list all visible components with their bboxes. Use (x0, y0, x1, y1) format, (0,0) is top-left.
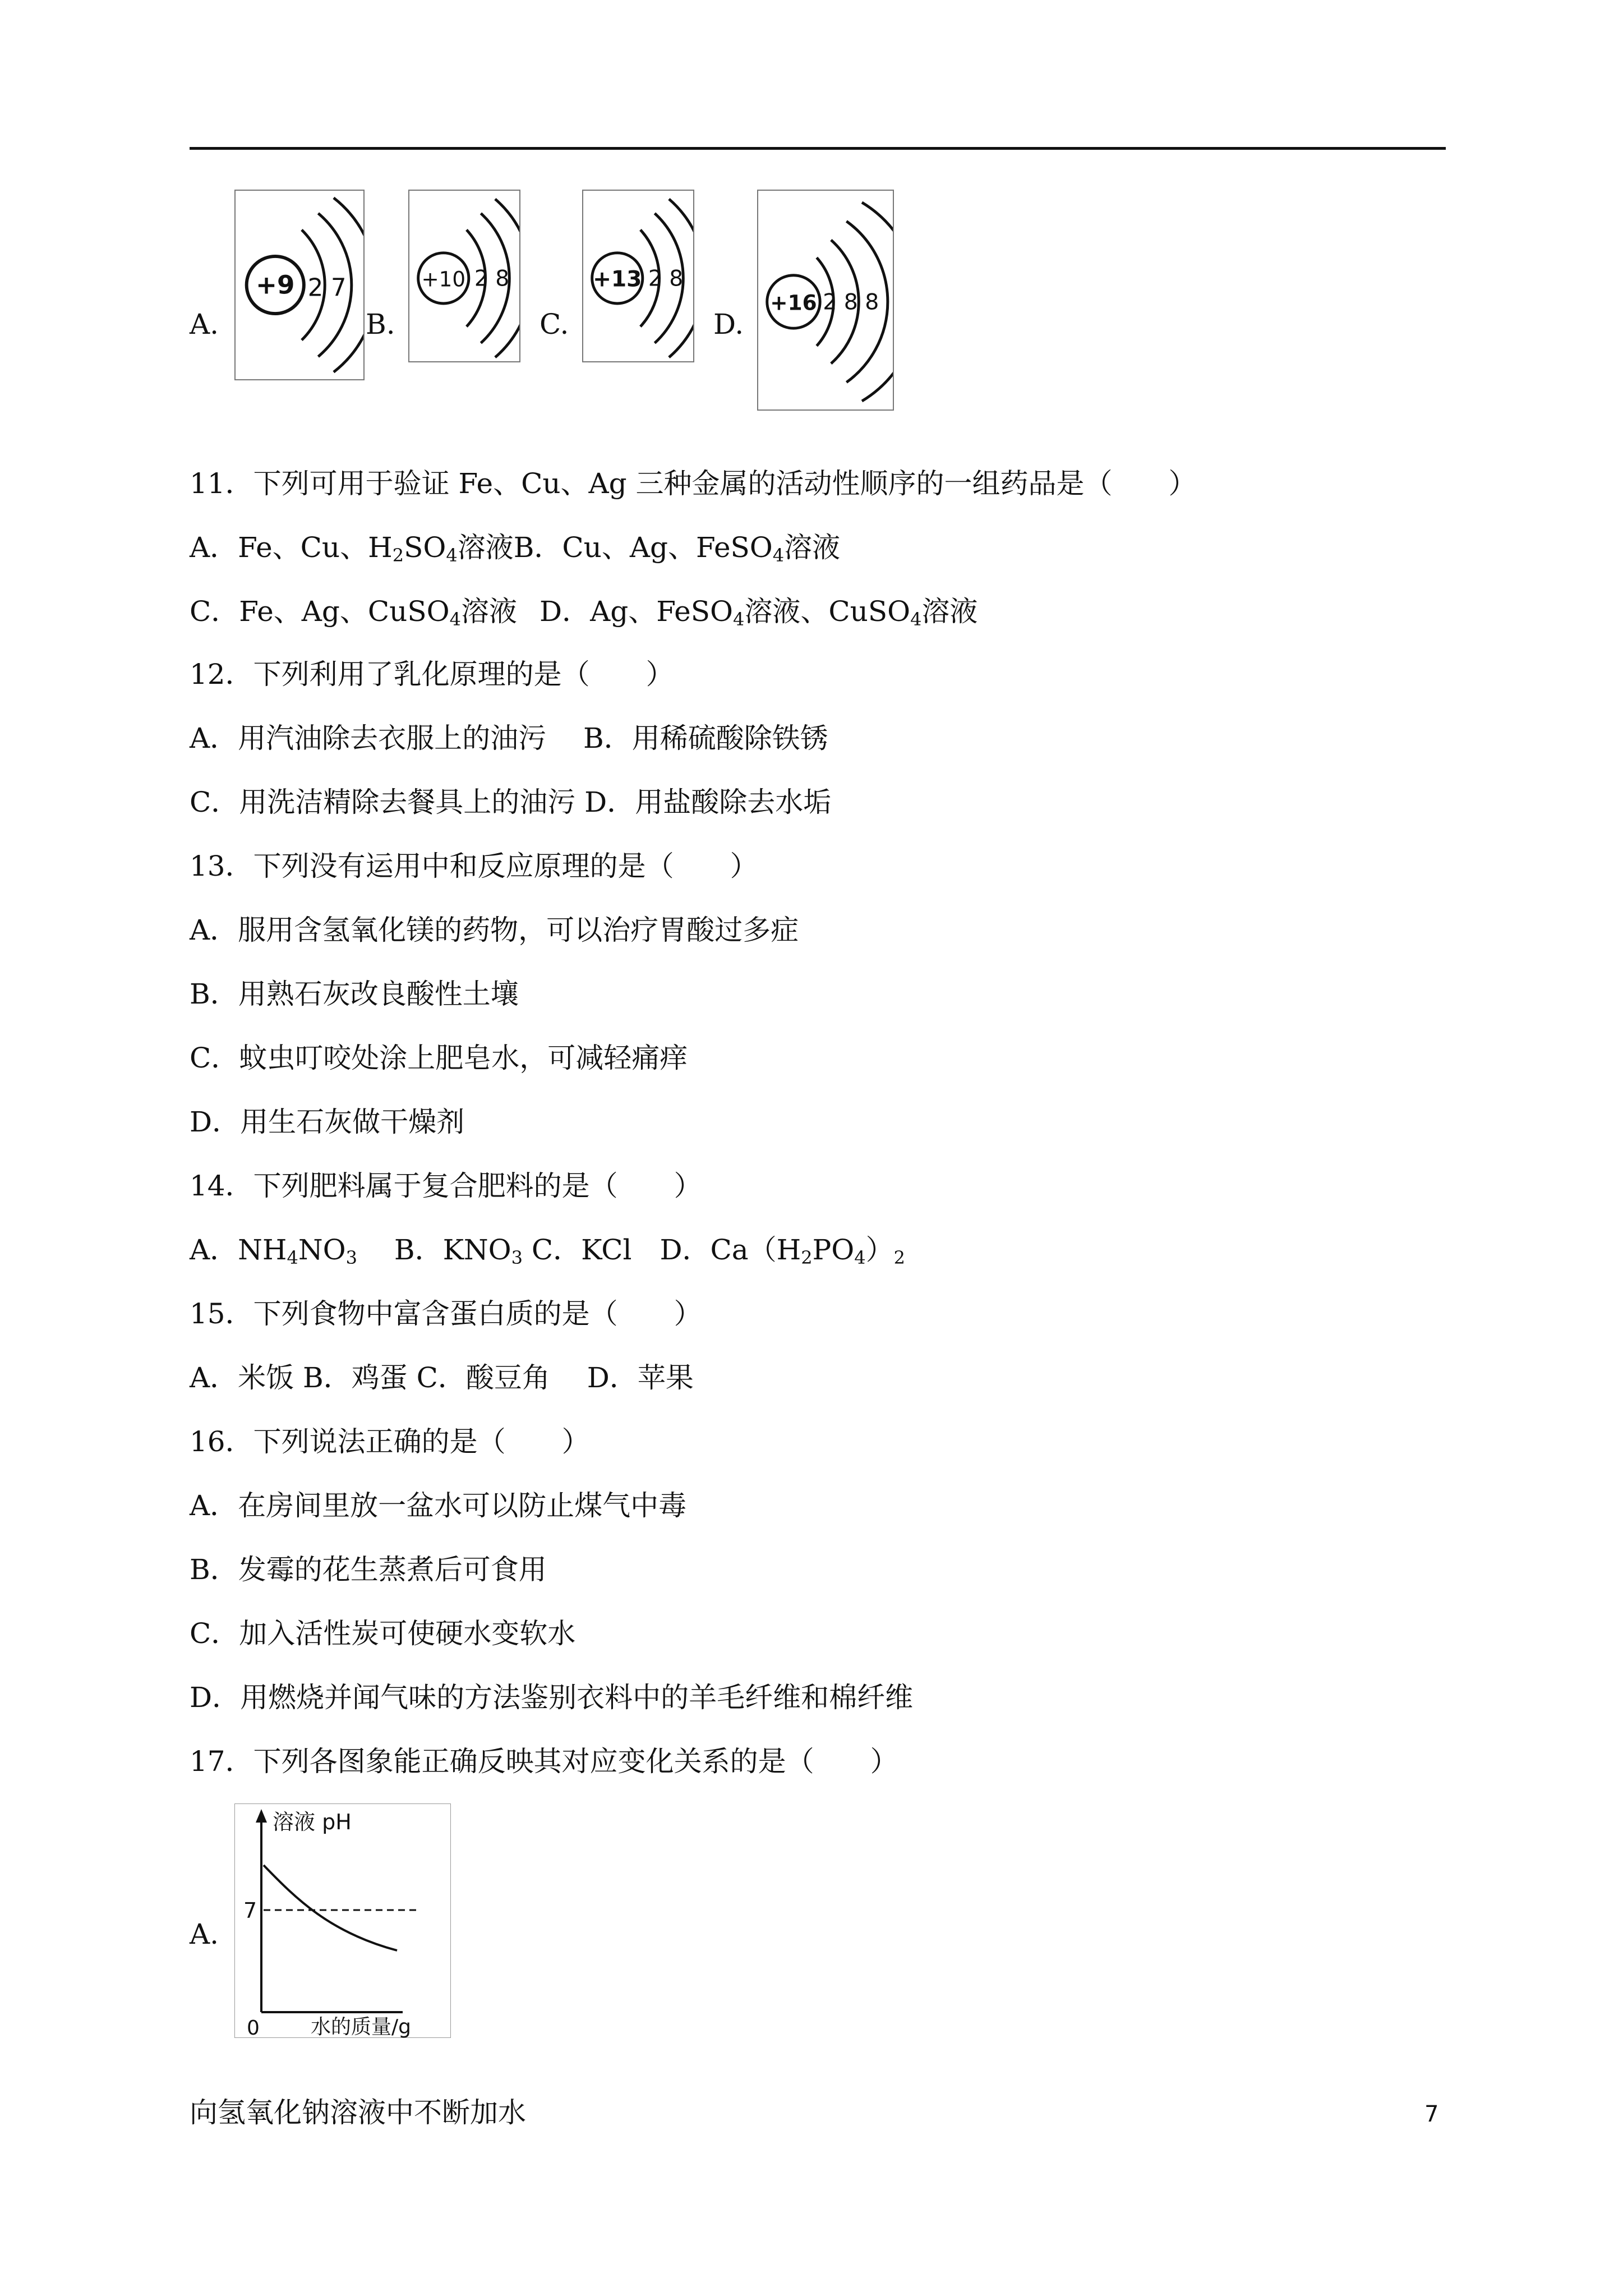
atom-option-b-label: B. (366, 308, 395, 341)
atom-c-nucleus: +13 (593, 266, 642, 292)
q12-options-ab: A．用汽油除去衣服上的油污 B．用稀硫酸除铁锈 (190, 722, 828, 754)
q12-options-cd: C．用洗洁精除去餐具上的油污 D．用盐酸除去水垢 (190, 786, 832, 818)
atom-b-nucleus: +10 (421, 266, 466, 292)
q17-option-a-caption: 向氢氧化钠溶液中不断加水 (190, 2096, 526, 2129)
graph-origin: 0 (247, 2017, 260, 2038)
q16-stem: 16．下列说法正确的是（ ） (190, 1425, 590, 1458)
q11-option-d: D．Ag、FeSO$_4$溶液、CuSO$_4$溶液 (540, 595, 978, 630)
atom-a-shells: 2 7 (307, 274, 347, 302)
atom-b-shells: 2 8 (474, 266, 510, 292)
atom-option-a-label: A. (190, 308, 219, 341)
q11-options-ab: A．Fe、Cu、$H_2SO_4$溶液B．Cu、Ag、FeSO$_4$溶液 (190, 531, 841, 566)
q13-option-a: A．服用含氢氧化镁的药物，可以治疗胃酸过多症 (190, 914, 799, 946)
q13-option-b: B．用熟石灰改良酸性土壤 (190, 978, 519, 1010)
q16-option-a: A．在房间里放一盆水可以防止煤气中毒 (190, 1489, 687, 1522)
atom-diagram-b (408, 190, 520, 362)
q16-option-b: B．发霉的花生蒸煮后可食用 (190, 1553, 547, 1586)
q17-stem: 17．下列各图象能正确反映其对应变化关系的是（ ） (190, 1745, 898, 1778)
q15-options: A．米饭 B．鸡蛋 C．酸豆角 D．苹果 (190, 1361, 694, 1394)
atom-a-nucleus: +9 (256, 270, 295, 300)
graph-ylabel: 溶液 pH (273, 1810, 352, 1834)
q13-stem: 13．下列没有运用中和反应原理的是（ ） (190, 850, 758, 882)
header-rule (190, 147, 1446, 150)
graph-xlabel: 水的质量/g (311, 2016, 411, 2038)
atom-option-c-label: C. (540, 308, 569, 341)
q16-option-d: D．用燃烧并闻气味的方法鉴别衣料中的羊毛纤维和棉纤维 (190, 1681, 914, 1714)
atom-diagram-d (757, 190, 894, 411)
q11-option-c: C．Fe、Ag、CuSO$_4$溶液 (190, 595, 517, 630)
q14-options: A．$NH_4NO_3$ B．$KNO_3$ C．KCl D．$Ca(H_2PO_4)_2$ (190, 1234, 905, 1268)
graph-ref-tick: 7 (243, 1898, 257, 1923)
q16-option-c: C．加入活性炭可使硬水变软水 (190, 1617, 576, 1650)
q12-stem: 12．下列利用了乳化原理的是（ ） (190, 658, 674, 691)
q11-stem: 11．下列可用于验证 Fe、Cu、Ag 三种金属的活动性顺序的一组药品是（ ） (190, 467, 1197, 500)
page-number: 7 (1424, 2101, 1439, 2127)
atom-c-shells: 2 8 (648, 266, 684, 292)
q17-ph-graph (234, 1803, 451, 2038)
atom-option-d-label: D. (713, 308, 744, 341)
atom-d-nucleus: +16 (770, 290, 817, 315)
atom-diagram-a (234, 190, 365, 380)
atom-d-shells: 2 8 8 (823, 289, 879, 315)
q13-option-c: C．蚊虫叮咬处涂上肥皂水，可减轻痛痒 (190, 1042, 688, 1074)
q17-option-a-label: A. (190, 1918, 219, 1950)
atom-diagram-c (582, 190, 694, 362)
q14-stem: 14．下列肥料属于复合肥料的是（ ） (190, 1170, 702, 1202)
q13-option-d: D．用生石灰做干燥剂 (190, 1106, 465, 1138)
q15-stem: 15．下列食物中富含蛋白质的是（ ） (190, 1297, 702, 1330)
graph-curve (264, 1865, 397, 1950)
